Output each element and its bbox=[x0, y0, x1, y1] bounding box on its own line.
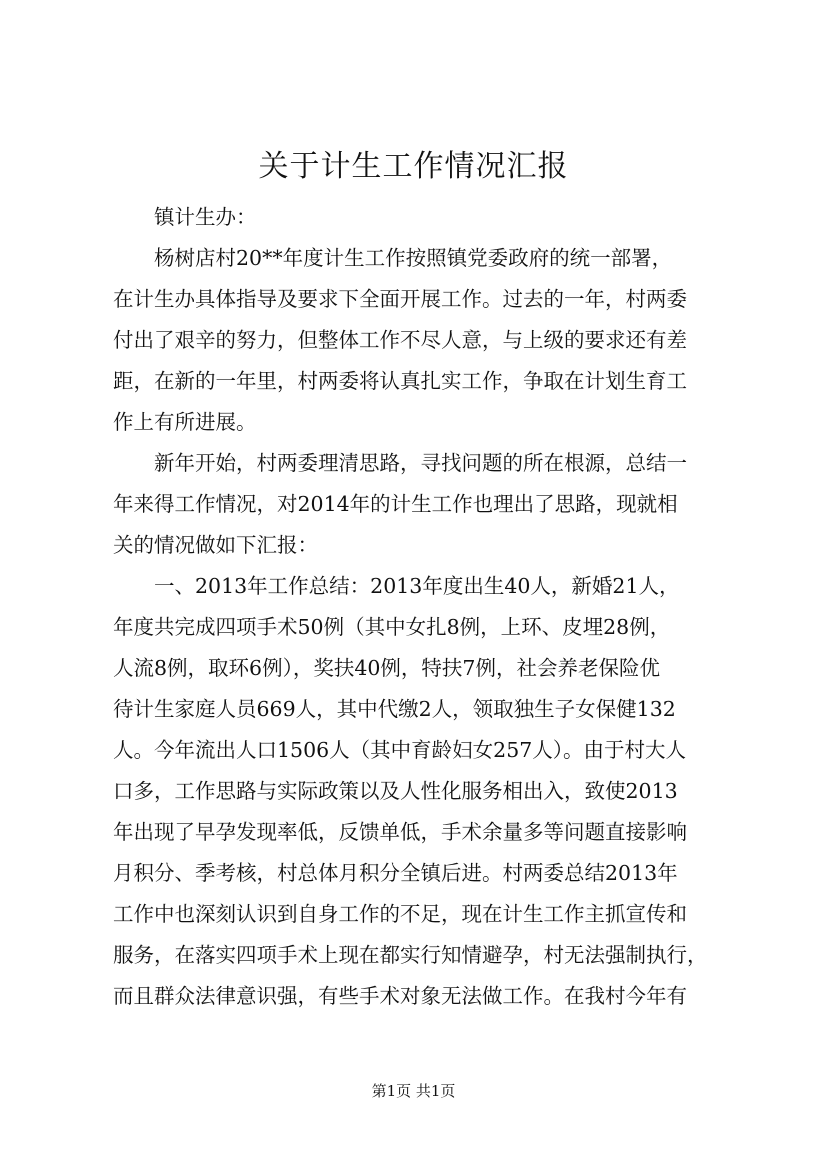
paragraph-line: 而且群众法律意识强，有些手术对象无法做工作。在我村今年有 bbox=[113, 984, 687, 1008]
paragraph-line: 距，在新的一年里，村两委将认真扎实工作，争取在计划生育工 bbox=[113, 369, 687, 393]
paragraph-line: 关的情况做如下汇报： bbox=[113, 533, 318, 557]
paragraph-line: 年度共完成四项手术50例（其中女扎8例，上环、皮埋28例， bbox=[113, 615, 671, 639]
paragraph-line: 人。今年流出人口1506人（其中育龄妇女257人）。由于村大人 bbox=[113, 738, 687, 762]
paragraph-line: 年出现了早孕发现率低，反馈单低，手术余量多等问题直接影响 bbox=[113, 820, 687, 844]
document-body bbox=[113, 197, 723, 1017]
paragraph-line: 待计生家庭人员669人，其中代缴2人，领取独生子女保健132 bbox=[113, 697, 676, 721]
page-footer: 第1页 共1页 bbox=[371, 1082, 456, 1100]
paragraph-line: 新年开始，村两委理清思路，寻找问题的所在根源，总结一 bbox=[154, 451, 687, 475]
paragraph-line: 一、2013年工作总结：2013年度出生40人，新婚21人， bbox=[154, 574, 680, 598]
paragraph-line: 服务，在落实四项手术上现在都实行知情避孕，村无法强制执行， bbox=[113, 943, 708, 967]
paragraph-line: 作上有所进展。 bbox=[113, 410, 257, 434]
paragraph-line: 工作中也深刻认识到自身工作的不足，现在计生工作主抓宣传和 bbox=[113, 902, 687, 926]
paragraph-line: 杨树店村20**年度计生工作按照镇党委政府的统一部署， bbox=[154, 246, 673, 270]
paragraph-line: 年来得工作情况，对2014年的计生工作也理出了思路，现就相 bbox=[113, 492, 678, 516]
paragraph-line: 月积分、季考核，村总体月积分全镇后进。村两委总结2013年 bbox=[113, 861, 678, 885]
paragraph-line: 付出了艰辛的努力，但整体工作不尽人意，与上级的要求还有差 bbox=[113, 328, 687, 352]
salutation: 镇计生办： bbox=[154, 205, 257, 229]
paragraph-line: 口多，工作思路与实际政策以及人性化服务相出入，致使2013 bbox=[113, 779, 678, 803]
document-title: 关于计生工作情况汇报 bbox=[258, 149, 569, 184]
paragraph-line: 人流8例，取环6例），奖扶40例，特扶7例，社会养老保险优 bbox=[113, 656, 660, 680]
paragraph-line: 在计生办具体指导及要求下全面开展工作。过去的一年，村两委 bbox=[113, 287, 687, 311]
